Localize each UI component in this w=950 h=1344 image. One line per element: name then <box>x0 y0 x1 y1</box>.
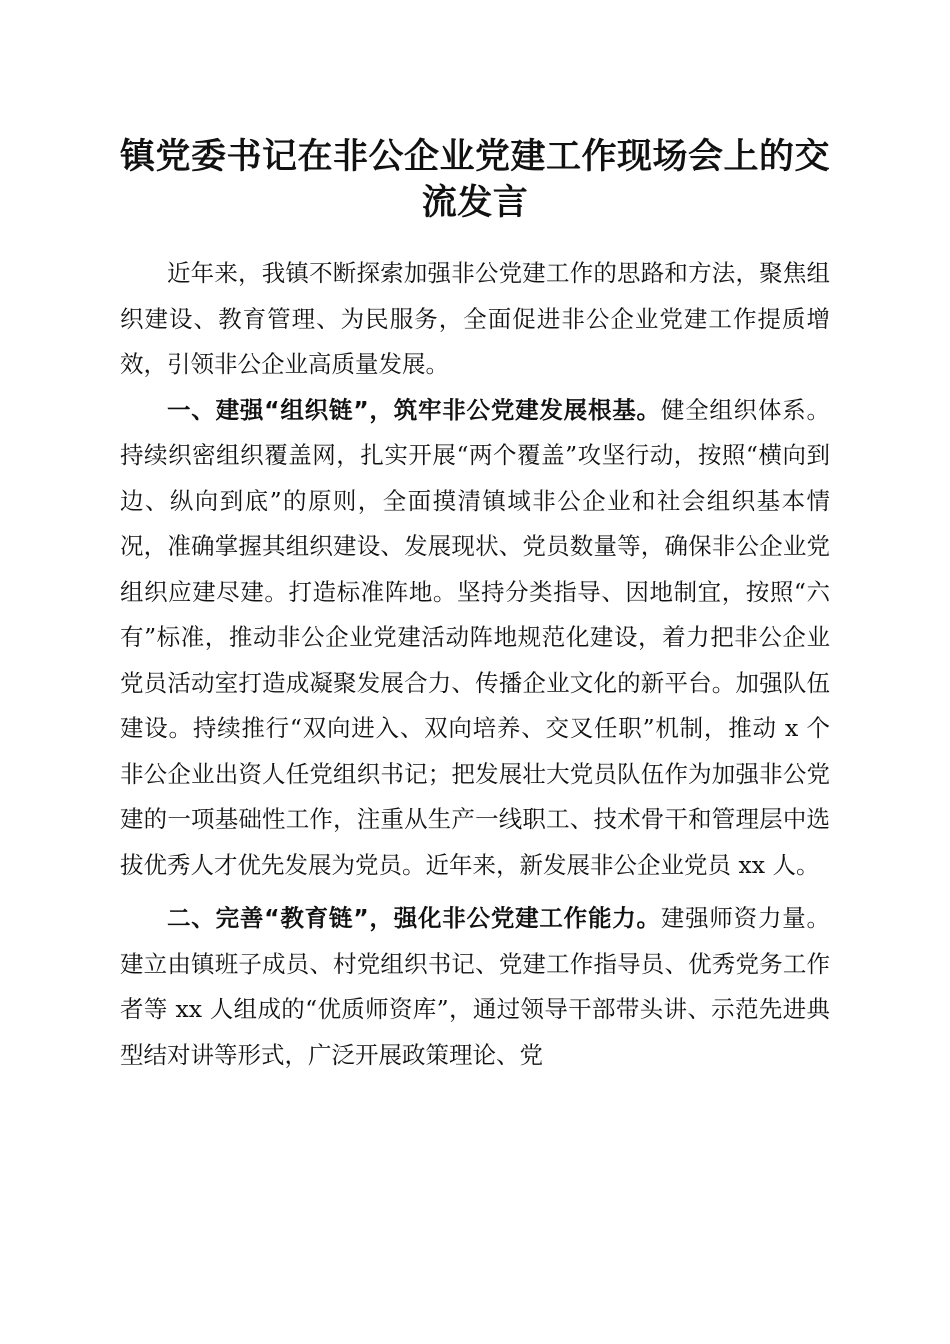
section-paragraph-1 <box>120 388 830 889</box>
section-paragraph-2 <box>120 896 830 1078</box>
document-body <box>120 251 830 1078</box>
section-text-2: 建强师资力量。建立由镇班子成员、村党组织书记、党建工作指导员、优秀党务工作者等 xx 人组成的“优质师资库”，通过领导干部带头讲、示范先进典型结对讲等形式，广泛开展政策理论、党 <box>120 904 831 1069</box>
document-title: 镇党委书记在非公企业党建工作现场会上的交流发言 <box>119 136 830 223</box>
section-heading-2: 二、完善“教育链”，强化非公党建工作能力。 <box>167 904 661 932</box>
intro-paragraph: 近年来，我镇不断探索加强非公党建工作的思路和方法，聚焦组织建设、教育管理、为民服务，全面促进非公企业党建工作提质增效，引领非公企业高质量发展。 <box>120 259 830 378</box>
section-heading-1: 一、建强“组织链”，筑牢非公党建发展根基。 <box>167 395 661 424</box>
section-text-1: 健全组织体系。持续织密组织覆盖网，扎实开展“两个覆盖”攻坚行动，按照“横向到边、纵向到底”的原则，全面摸清镇域非公企业和社会组织基本情况，准确掌握其组织建设、发展现状、党员数量等，确保非公企业党组织应建尽建。打造标准阵地。坚持分类指导、因地制宜，按照“六有”标准，推动非公企业党建活动阵地规范化建设，着力把非公企业党员活动室打造成凝聚发展合力、传播企业文化的新平台。加强队伍建设。持续推行“双向进入、双向培养、交叉任职”机制，推动 x 个非公企业出资人任党组织书记；把发展壮大党员队伍作为加强非公党建的一项基础性工作，注重从生产一线职工、技术骨干和管理层中选拔优秀人才优先发展为党员。近年来，新发展非公企业党员 xx 人。 <box>120 395 831 879</box>
paragraph-gap <box>120 888 830 896</box>
